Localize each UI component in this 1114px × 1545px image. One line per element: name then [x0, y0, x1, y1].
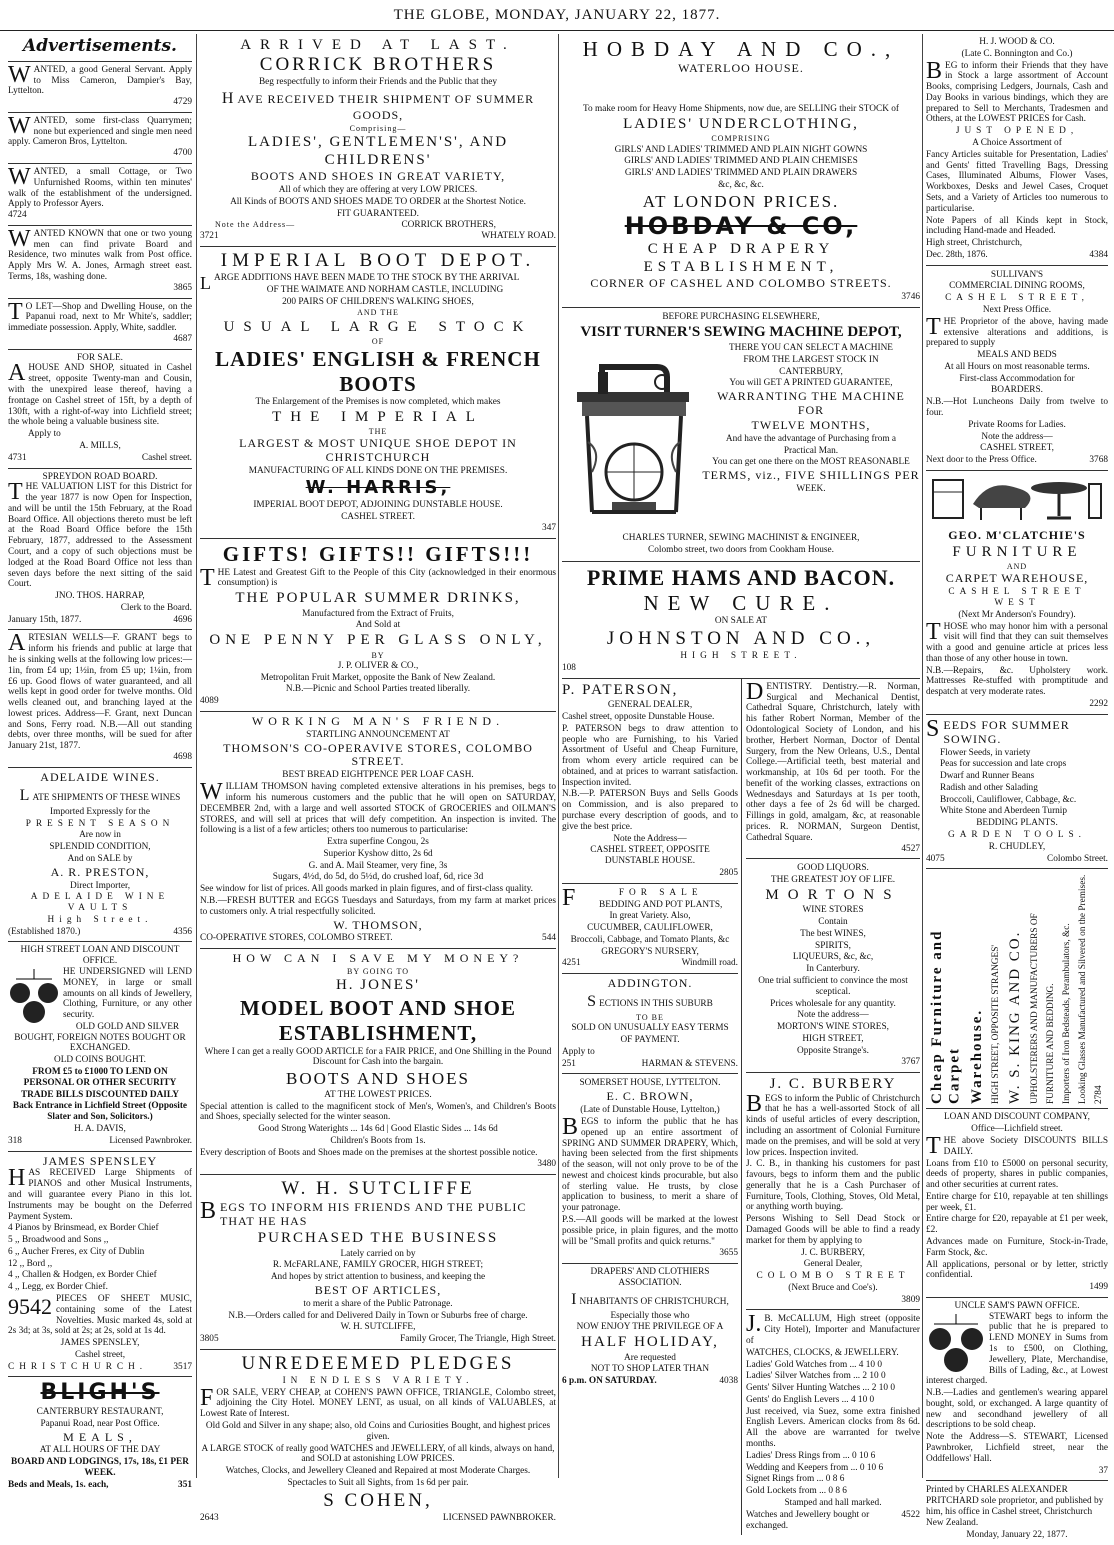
- ad-spreydon-road-board: SPREYDON ROAD BOARD. T HE VALUATION LIST for this District for the year 1877 is now Open for Inspection, and will be until the 15th February, at the Road Board Office. All objections thereto must be left at the Road Board Office before the 15th February, 1877, addressed to the Assessment Court, and a copy of such objections must be lodged at the Road Board Office not less than seven days before the next sitting of the said Court. JNO. THOS. HARRAP, Clerk to the Board. January 15th, 1877. 4696: [8, 469, 192, 631]
- ad-james-spensley: JAMES SPENSLEY H AS RECEIVED Large Shipments of PIANOS and other Musical Instruments, and will guarantee every Piano in this lot. Instruments may be bought on the Deferred Payment System. 4 Pianos by Brinsmead, ex Border Chief 5 ,, Broadwood and Sons ,, 6 ,, Aucher Freres, ex City of Dublin 12 ,, Bord ,, 4 ,, Challen & Hodgen, ex Border Chief 4 ,, Legg, ex Border Chief. 9542 PIECES OF SHEET MUSIC, containing some of the Latest Novelties. Music marked 4s, sold at 2s 3d; at 3s, sold at 2s; at 2s, sold at 1s 4d. JAMES SPENSLEY, Cashel street, CHRISTCHURCH. 3517: [8, 1152, 192, 1378]
- ad-loan-discount-company: LOAN AND DISCOUNT COMPANY, Office—Lichfield street. T HE above Society DISCOUNTS BILLS DAILY. Loans from £10 to £5000 on personal security, deeds of property, shares in public companies, and other securities at current rates. Entire charge for £10, repayable at ten shillings per week, £1. Entire charge for £20, repayable at £1 per week, £2. Advances made on Furniture, Stock-in-Trade, Farm Stock, &c. All applications, personal or by letter, strictly confidential. 1499: [926, 1109, 1108, 1298]
- sewing-machine-icon: [562, 342, 702, 532]
- ad-drapers-association: DRAPERS' AND CLOTHIERS ASSOCIATION. INHABITANTS OF CHRISTCHURCH, Especially those who NOW ENJOY THE PRIVILEGE OF A HALF HOLIDAY, Are requested NOT TO SHOP LATER THAN 6 p.m. ON SATURDAY. 4038: [562, 1267, 738, 1387]
- ad-ws-king: Cheap Furniture and Carpet Warehouse. HIGH STREET, OPPOSITE STRANGES' W. S. KING AND CO. UPHOLSTERERS AND MANUFACTURERS OF FURNITURE AND BEDDING. Importers of Iron Bedsteads, Perambulators, &c. Looking Glasses Manufactured and Silvered on the Premises. 2784: [926, 869, 1108, 1109]
- ad-gregory-nursery: F FOR SALE BEDDING AND POT PLANTS, In great Variety. Also, CUCUMBER, CAULIFLOWER, Broccoli, Cabbage, and Tomato Plants, &c GREGORY'S NURSERY, 4251 Windmill road.: [562, 884, 738, 974]
- ad-paterson: P. PATERSON, GENERAL DEALER, Cashel street, opposite Dunstable House. P. PATERSON begs to draw attention to people who are Furnishing, to his Varied Assortment of Useful and Cheap Furniture, from whom every article required can be obtained, and at prices to warrant satisfaction. Inspection invited. N.B.—P. PATERSON Buys and Sells Goods on Commission, and is also prepared to purchase every description of goods, and to give the best price. Note the Address— CASHEL STREET, OPPOSITE DUNSTABLE HOUSE. 2805: [562, 679, 738, 884]
- ad-wanted-known: WANTED KNOWN that one or two young men can find private Board and Residence, two minutes walk from Post office. Apply Mrs W. A. Jones, Armagh street east. Terms, 18s, washing done. 3865: [8, 226, 192, 299]
- ad-adelaide-wines: ADELAIDE WINES. LATE SHIPMENTS OF THESE WINES Imported Expressly for the PRESENT SEASON Are now in SPLENDID CONDITION, And on SALE by A. R. PRESTON, Direct Importer, ADELAIDE WINE VAULTS High Street. (Established 1870.) 4356: [8, 768, 192, 943]
- ad-h-jones: HOW CAN I SAVE MY MONEY? BY GOING TO H. JONES' MODEL BOOT AND SHOE ESTABLISHMENT, Where I can get a really GOOD ARTICLE for a FAIR PRICE, and One Shilling in the Pound Discount for Cash into the bargain. BOOTS AND SHOES AT THE LOWEST PRICES. Special attention is called to the magnificent stock of Men's, Women's, and Children's Boots and Shoes, specially selected for the winter season. Good Strong Waterights ... 14s 6d | Good Elastic Sides ... 14s 6d Children's Boots from 1s. Every description of Boots and Shoes made on the premises at the shortest possible notice. 3480: [200, 949, 556, 1175]
- ad-ec-brown: SOMERSET HOUSE, LYTTELTON. E. C. BROWN, (Late of Dunstable House, Lyttelton,) B EGS to inform the public that he has opened up an entire assortment of SPRING AND SUMMER DRAPERY, Which, having been selected from the first shipments of the season, will not only prove to be of the newest and choicest kinds procurable, but also of sterling value. He trusts, by close application to business, to merit a share of your patronage. P.S.—All goods will be marked at the lowest possible price, in plain figures, and the motto will be "Small profits and quick returns." 3655: [562, 1074, 738, 1264]
- ad-burbery: J. C. BURBERY B EGS to inform the Public of Christchurch that he has a well-assorted Stock of all kinds of useful articles of every description, including an assortment of Colonial Furniture made on the premises, and will be sold at very low prices. Inspection invited. J. C. B., in thanking his customers for past favours, begs to inform them and the public generally that he is a Cash Purchaser of Furniture, Tools, Clothing, Stoves, Old Metal, or anything worth buying. Persons Wishing to Sell Dead Stock or Damaged Goods will be able to find a ready market for them by applying to J. C. BURBERY, General Dealer, COLOMBO STREET (Next Bruce and Coe's). 3809: [746, 1073, 920, 1310]
- pawnbroker-balls-icon: [926, 1312, 986, 1374]
- two-column-section: [562, 679, 920, 1535]
- imprint: Printed by CHARLES ALEXANDER PRITCHARD sole proprietor, and published by him, his office in Cashel street, Christchurch New Zealand. Monday, January 22, 1877.: [926, 1485, 1104, 1540]
- ad-prime-hams: PRIME HAMS AND BACON. NEW CURE. ON SALE AT JOHNSTON AND CO., HIGH STREET. 108: [562, 562, 920, 679]
- left-subcolumn: [562, 679, 742, 1535]
- ad-addington: ADDINGTON. SECTIONS IN THIS SUBURB TO BE SOLD ON UNUSUALLY EASY TERMS OF PAYMENT. Apply to 251 HARMAN & STEVENS.: [562, 974, 738, 1074]
- ad-wanted-servant: WANTED, a good General Servant. Apply to Miss Cameron, Dampier's Bay, Lyttelton. 4729: [8, 62, 192, 113]
- ad-mortons-wine-stores: GOOD LIQUORS. THE GREATEST JOY OF LIFE. MORTONS WINE STORES Contain The best WINES, SPIRITS, LIQUEURS, &c, &c, In Canterbury. One trial sufficient to convince the most sceptical. Prices wholesale for any quantity. Note the address— MORTON'S WINE STORES, HIGH STREET, Opposite Strange's. 3767: [746, 859, 920, 1073]
- ad-gifts: GIFTS! GIFTS!! GIFTS!!! THE Latest and Greatest Gift to the People of this City (acknowledged in their enormous consumption) is THE POPULAR SUMMER DRINKS, Manufactured from the Extract of Fruits, And Sold at ONE PENNY PER GLASS ONLY, BY J. P. OLIVER & CO., Metropolitan Fruit Market, opposite the Bank of New Zealand. N.B.—Picnic and School Parties treated liberally. 4089: [200, 539, 556, 712]
- ad-to-let: T O LET—Shop and Dwelling House, on the Papanui road, next to Mr White's, saddler; immediate possession. Apply, White, saddler. 4687: [8, 299, 192, 350]
- ad-mccallum: J. B. McCALLUM, High street (opposite City Hotel), Importer and Manufacturer of WATCHES, CLOCKS, & JEWELLERY. Ladies' Gold Watches from ... 4 10 0 Ladies' Silver Watches from ... 2 10 0 Gents' Silver Hunting Watches ... 2 10 0 Gents' do English Levers ... 4 10 0 Just received, via Suez, some extra finished English Levers. American clocks from 8s 6d. All the above are warranted for twelve months. Ladies' Dress Rings from ... 0 10 6 Wedding and Keepers from ... 0 10 6 Signet Rings from ... 0 8 6 Gold Lockets from ... 0 8 6 Stamped and hall marked. Watches and Jewellery bought or exchanged. 4522: [746, 1311, 920, 1531]
- column-4: [926, 34, 1108, 1540]
- ad-hj-wood: H. J. WOOD & CO. (Late C. Bonnington and Co.) B EG to inform their Friends that they have in Stock a large assortment of Account Books, comprising Ledgers, Journals, Cash and Day Books in various bindings, which they are prepared to Sell to Merchants, Tradesmen and Others, at the LOWEST PRICES for Cash. JUST OPENED, A Choice Assortment of Fancy Articles suitable for Presentation, Ladies' and Gents' fitted Travelling Bags, Dressing Cases, Illuminated Albums, Flower Vases, Workboxes, Desks and Jewel Cases, Croquet Sets, and a Variety of Articles too numerous to particularise. Note Papers of all Kinds kept in Stock, including Hand-made and Headed. High street, Christchurch, Dec. 28th, 1876. 4384: [926, 34, 1108, 266]
- ad-high-street-loan: HIGH STREET LOAN AND DISCOUNT OFFICE. HE UNDERSIGNED will LEND MONEY, in large or small amounts on all kinds of Jewellery, Clothing, Furniture, or any other security. OLD GOLD AND SILVER BOUGHT, FOREIGN NOTES BOUGHT OR EXCHANGED. OLD COINS BOUGHT. FROM £5 to £1000 TO LEND ON PERSONAL OR OTHER SECURITY TRADE BILLS DISCOUNTED DAILY Back Entrance in Lichfield Street (Opposite Slater and Son, Solicitors.) H. A. DAVIS, 318 Licensed Pawnbroker.: [8, 942, 192, 1151]
- ad-mclatchie-furniture: GEO. M'CLATCHIE'S FURNITURE AND CARPET WAREHOUSE, CASHEL STREET WEST (Next Mr Anderson's Foundry). THOSE who may honor him with a personal visit will find that they can suit themselves with a good and genuine article at prices less than those of any other house in town. N.B.—Repairs, &c. Upholstery work. Mattresses Re-stuffed with promptitude and despatch at very moderate rates. 2292: [926, 471, 1108, 715]
- ad-wanted-quarrymen: WANTED, some first-class Quarrymen; none but experienced and single men need apply. Cameron Bros, Lyttelton. 4700: [8, 113, 192, 164]
- column-3: [562, 34, 920, 1531]
- column-rule: [196, 34, 197, 1478]
- ad-uncle-sams-pawn: UNCLE SAM'S PAWN OFFICE. STEWART begs to inform the public that he is prepared to LEND MONEY in Sums from 1s to £500, on Clothing, Jewellery, Plate, Merchandise, Bills of Lading, &c., at Lowest interest charged. N.B.—Ladies and gentlemen's wearing apparel bought, sold, or exchanged. A large quantity of new and secondhand jewellery of all descriptions to be sold cheap. Note the Address—S. STEWART, Licensed Pawnbroker, Lichfield street, near the Oddfellows' Hall. 37: [926, 1298, 1108, 1482]
- right-subcolumn: [742, 679, 920, 1535]
- column-rule: [558, 34, 559, 1478]
- ad-dentistry: DENTISTRY. Dentistry.—R. Norman, Surgical and Mechanical Dentist, Cathedral Square, Christchurch, lately with his father Robert Norman, Member of the Odontological Society of London, and his brother, Herbert Norman, Doctor of Dental Surgery, from the New Orleans, U.S., Dental College.—Artificial teeth, best material and workmanship, at 10s 6d per tooth. For the benefit of the working classes, extractions on Wednesdays and Saturdays at 1s per tooth, other days a fee of 2s 6d will be charged. Fillings in gold, amalgam, &c, at reasonable prices. R. NORMAN, Surgeon Dentist, Cathedral Square. 4527: [746, 679, 920, 860]
- ad-blighs-restaurant: BLIGH'S CANTERBURY RESTAURANT, Papanui Road, near Post Office. MEALS, AT ALL HOURS OF THE DAY BOARD AND LODGINGS, 17s, 18s, £1 PER WEEK. Beds and Meals, 1s. each, 351: [8, 1380, 192, 1490]
- column-rule: [922, 34, 923, 1478]
- ad-corrick-brothers: ARRIVED AT LAST. CORRICK BROTHERS Beg respectfully to inform their Friends and the Public that they H AVE RECEIVED THEIR SHIPMENT OF SUMMER GOODS, Comprising— LADIES', GENTLEMEN'S', AND CHILDRENS' BOOTS AND SHOES IN GREAT VARIETY, All of which they are offering at very LOW PRICES. All Kinds of BOOTS AND SHOES MADE TO ORDER at the Shortest Notice. FIT GUARANTEED. Note the Address— CORRICK BROTHERS, 3721 WHATELY ROAD.: [200, 34, 556, 247]
- ad-sutcliffe: W. H. SUTCLIFFE BEGS TO INFORM HIS FRIENDS AND THE PUBLIC THAT HE HAS PURCHASED THE BUSINESS Lately carried on by R. McFARLANE, FAMILY GROCER, HIGH STREET; And hopes by strict attention to business, and keeping the BEST OF ARTICLES, to merit a share of the Public Patronage. N.B.—Orders called for and Delivered Daily in Town or Suburbs free of charge. W. H. SUTCLIFFE, 3805 Family Grocer, The Triangle, High Street.: [200, 1175, 556, 1350]
- ad-sullivans-dining: SULLIVAN'S COMMERCIAL DINING ROOMS, CASHEL STREET, Next Press Office. THE Proprietor of the above, having made extensive alterations and additions, is prepared to supply MEALS AND BEDS At all Hours on most reasonable terms. First-class Accommodation for BOARDERS. N.B.—Hot Luncheons Daily from twelve to four. Private Rooms for Ladies. Note the address— CASHEL STREET, Next door to the Press Office. 3768: [926, 266, 1108, 471]
- ad-for-sale-house: FOR SALE. A HOUSE AND SHOP, situated in Cashel street, opposite Twenty-man and Cousin, with the unexpired lease thereof, having a frontage on Cashel street of 15ft, by a depth of 130ft, with a right-of-way into Lichfield street; the whole being a valuable business site. Apply to A. MILLS, 4731 Cashel street.: [8, 350, 192, 469]
- ad-working-mans-friend: WORKING MAN'S FRIEND. STARTLING ANNOUNCEMENT AT THOMSON'S CO-OPERAVIVE STORES, COLOMBO STREET. BEST BREAD EIGHTPENCE PER LOAF CASH. WILLIAM THOMSON having completed extensive alterations in his premises, begs to inform his numerous customers and the public that he will open on SATURDAY, DECEMBER 2nd, with a large and well assorted STOCK of GROCERIES and OILMAN'S STORES, and will sell at prices that will defy competition. An inspection is invited. The following is a list of a few articles; others too numerous to particularise: Extra superfine Congou, 2s Superior Kyshow ditto, 2s 6d G. and A. Mail Steamer, very fine, 3s Sugars, 4½d, do 5d, do 5½d, do crushed loaf, 6d, rice 3d See window for list of prices. All goods marked in plain figures, and of first-class quality. N.B.—FRESH BUTTER and EGGS Tuesdays and Saturdays, from my farm at market prices to customers only. A trial respectfully solicited. W. THOMSON, CO-OPERATIVE STORES, COLOMBO STREET. 544: [200, 712, 556, 949]
- masthead: THE GLOBE, MONDAY, JANUARY 22, 1877.: [0, 0, 1114, 31]
- ad-unredeemed-pledges: UNREDEEMED PLEDGES IN ENDLESS VARIETY. FOR SALE, VERY CHEAP, at COHEN'S PAWN OFFICE, TRIANGLE, Colombo street, adjoining the City Hotel. MONEY LENT, as usual, on all kinds of VALUABLES, at Lowest Rate of Interest. Old Gold and Silver in any shape; also, old Coins and Curiosities Bought, and highest prices given. A LARGE STOCK of really good WATCHES and JEWELLERY, of all kinds, always on hand, and SOLD at astonishing LOW PRICES. Watches, Clocks, and Jewellery Cleaned and Repaired at most Moderate Charges. Spectacles to Suit all Sights, from 1s 6d per pair. S COHEN, 2643 LICENSED PAWNBROKER.: [200, 1352, 556, 1523]
- column-1: [8, 34, 192, 1490]
- pawnbroker-balls-icon: [8, 967, 60, 1025]
- ad-artesian-wells: ARTESIAN WELLS—F. GRANT begs to inform his friends and public at large that he is sinking wells at the following low prices:—1in, from £4 up; 1½in, from £5 up; 1¼in, from £6 up. Good flows of water guaranteed, and all wells kept in good order for twelve months. Old wells cleaned out, and branching layed at the lowest prices. Address—F. Grant, next Duncan and Sons, Ferry road. N.B.—All out standing debts, over three months, will be sued for after January 21st, 1877. 4698: [8, 630, 192, 767]
- ad-turner-sewing-machine: BEFORE PURCHASING ELSEWHERE, VISIT TURNER'S SEWING MACHINE DEPOT, THERE YOU CAN SELECT A MACHINE FROM THE LARGEST STOCK IN CANTERBURY, You will GET A PRINTED GUARANTEE, WARRANTING THE MACHINE FOR TWELVE MONTHS, And have the advantage of Purchasing from a Practical Man. You can get one there on the MOST REASONABLE TERMS, viz., FIVE SHILLINGS PER WEEK. CHARLES TURNER, SEWING MACHINIST & ENGINEER, Colombo street, two doors from Cookham House.: [562, 308, 920, 562]
- advertisements-heading: Advertisements.: [8, 34, 192, 62]
- ad-imperial-boot-depot: IMPERIAL BOOT DEPOT. LARGE ADDITIONS HAVE BEEN MADE TO THE STOCK BY THE ARRIVAL OF THE WAIMATE AND NORHAM CASTLE, INCLUDING 200 PAIRS OF CHILDREN'S WALKING SHOES, AND THE USUAL LARGE STOCK OF LADIES' ENGLISH & FRENCH BOOTS The Enlargement of the Premises is now completed, which makes THE IMPERIAL THE LARGEST & MOST UNIQUE SHOE DEPOT IN CHRISTCHURCH MANUFACTURING OF ALL KINDS DONE ON THE PREMISES. W. HARRIS, IMPERIAL BOOT DEPOT, ADJOINING DUNSTABLE HOUSE. CASHEL STREET. 347: [200, 247, 556, 539]
- column-2: [200, 34, 556, 1523]
- ad-hobday-and-co: HOBDAY AND CO., WATERLOO HOUSE. To make room for Heavy Home Shipments, now due, are SELLING their STOCK of LADIES' UNDERCLOTHING, COMPRISING GIRLS' AND LADIES' TRIMMED AND PLAIN NIGHT GOWNS GIRLS' AND LADIES' TRIMMED AND PLAIN CHEMISES GIRLS' AND LADIES' TRIMMED AND PLAIN DRAWERS &c, &c, &c. AT LONDON PRICES. HOBDAY & CO, CHEAP DRAPERY ESTABLISHMENT, CORNER OF CASHEL AND COLOMBO STREETS. 3746: [562, 34, 920, 308]
- furniture-icon: [929, 474, 1105, 524]
- ad-wanted-cottage: WANTED, a small Cottage, or Two Unfurnished Rooms, within ten minutes' walk of the establishment of the undersigned. Apply to Professor Ayers. 4724: [8, 164, 192, 226]
- ad-seeds: SEEDS FOR SUMMER SOWING. Flower Seeds, in variety Peas for succession and late crops Dwarf and Runner Beans Radish and other Salading Broccoli, Cauliflower, Cabbage, &c. White Stone and Aberdeen Turnip BEDDING PLANTS. GARDEN TOOLS. R. CHUDLEY, 4075 Colombo Street.: [926, 715, 1108, 870]
